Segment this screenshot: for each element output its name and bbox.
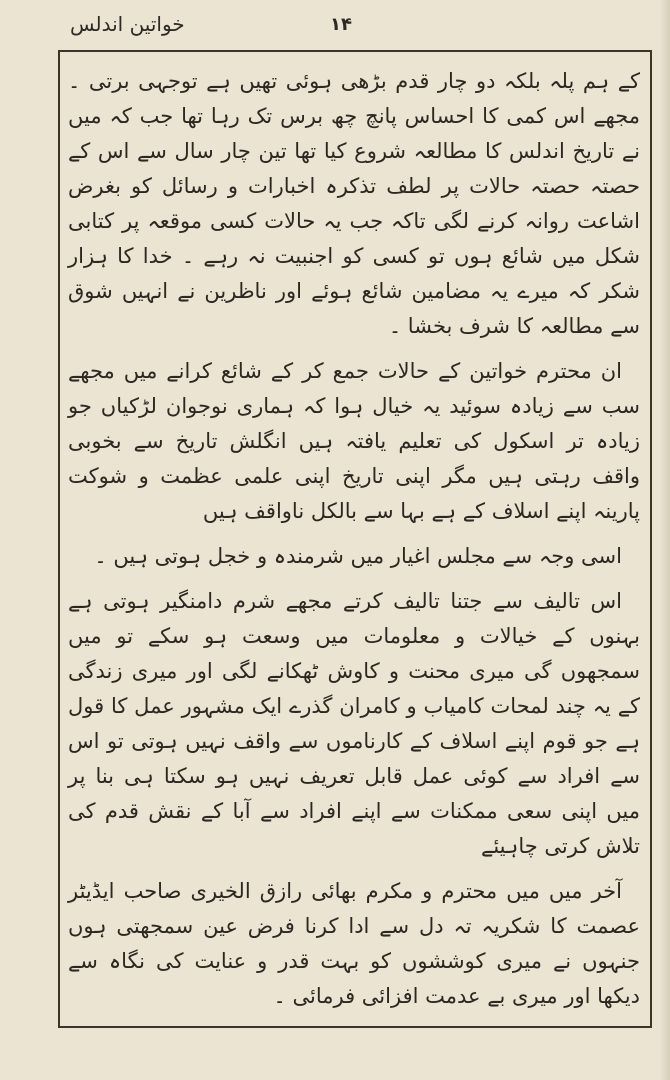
paragraph-gap [68, 864, 640, 874]
page-number: ۱۴ [330, 14, 352, 35]
paragraph-5: آخر میں میں محترم و مکرم بھائی رازق الخیری صاحب ایڈیٹر عصمت کا شکریہ تہ دل سے ادا کرنا فرض عین سمجھتی ہوں جنہوں نے میری کوششوں کو بہت قدر و عنایت کی نگاہ سے دیکھا اور میری بے عدمت افزائی فرمائی ۔ [68, 879, 640, 1008]
paragraph-gap [68, 344, 640, 354]
paragraph-gap [68, 574, 640, 584]
page-header [0, 10, 670, 50]
page-body [62, 58, 646, 1020]
paragraph-1: کے ہم پلہ بلکہ دو چار قدم بڑھی ہوئی تھیں ہے توجہی برتی ۔ مجھے اس کمی کا احساس پانچ چھ برس تک رہا تھا جب کہ میں نے تاریخ اندلس کا مطالعہ شروع کیا تھا تین چار سال سے اس کے حصتہ حصتہ حالات پر لطف تذکرہ اخبارات و رسائل کو بغرض اشاعت روانہ کرنے لگی تاکہ جب یہ حالات کسی موقعہ پر کتابی شکل میں شائع ہوں تو کسی کو اجنبیت نہ رہے ۔ خدا کا ہزار شکر کہ میرے یہ مضامین شائع ہوئے اور ناظرین نے انہیں شوق سے مطالعہ کا شرف بخشا ۔ [68, 69, 640, 338]
page-edge-shadow [660, 0, 670, 1080]
paragraph-3: اسی وجہ سے مجلس اغیار میں شرمندہ و خجل ہوتی ہیں ۔ [94, 544, 622, 568]
paragraph-2: ان محترم خواتین کے حالات جمع کر کے شائع کرانے میں مجھے سب سے زیادہ سوئید یہ خیال ہوا کہ ہماری نوجوان لڑکیاں جو زیادہ تر اسکول کی تعلیم یافتہ ہیں انگلش تاریخ سے بخوبی واقف رہتی ہیں مگر اپنی تاریخ اپنی علمی عظمت و شوکت پارینہ اپنے اسلاف کے ہے بہا سے بالکل ناواقف ہیں [68, 359, 640, 523]
running-title: خواتین اندلس [70, 12, 185, 36]
paragraph-gap [68, 529, 640, 539]
paragraph-4: اس تالیف سے جتنا تالیف کرتے مجھے شرم دامنگیر ہوتی ہے بہنوں کے خیالات و معلومات میں وسعت ہو سکے تو میں سمجھوں گی میری محنت و کاوش ٹھکانے لگی اور میری زندگی کے یہ چند لمحات کامیاب و کامران گذرے ایک مشہور عمل کا قول ہے جو قوم اپنے اسلاف کے کارناموں سے واقف نہیں ہوتی تو اس سے افراد سے کوئی عمل قابل تعریف نہیں ہو سکتا ہی بنا پر میں اپنی سعی ممکنات سے اپنے افراد سے آبا کے نقش قدم کی تلاش کرتی چاہیئے [68, 589, 640, 858]
